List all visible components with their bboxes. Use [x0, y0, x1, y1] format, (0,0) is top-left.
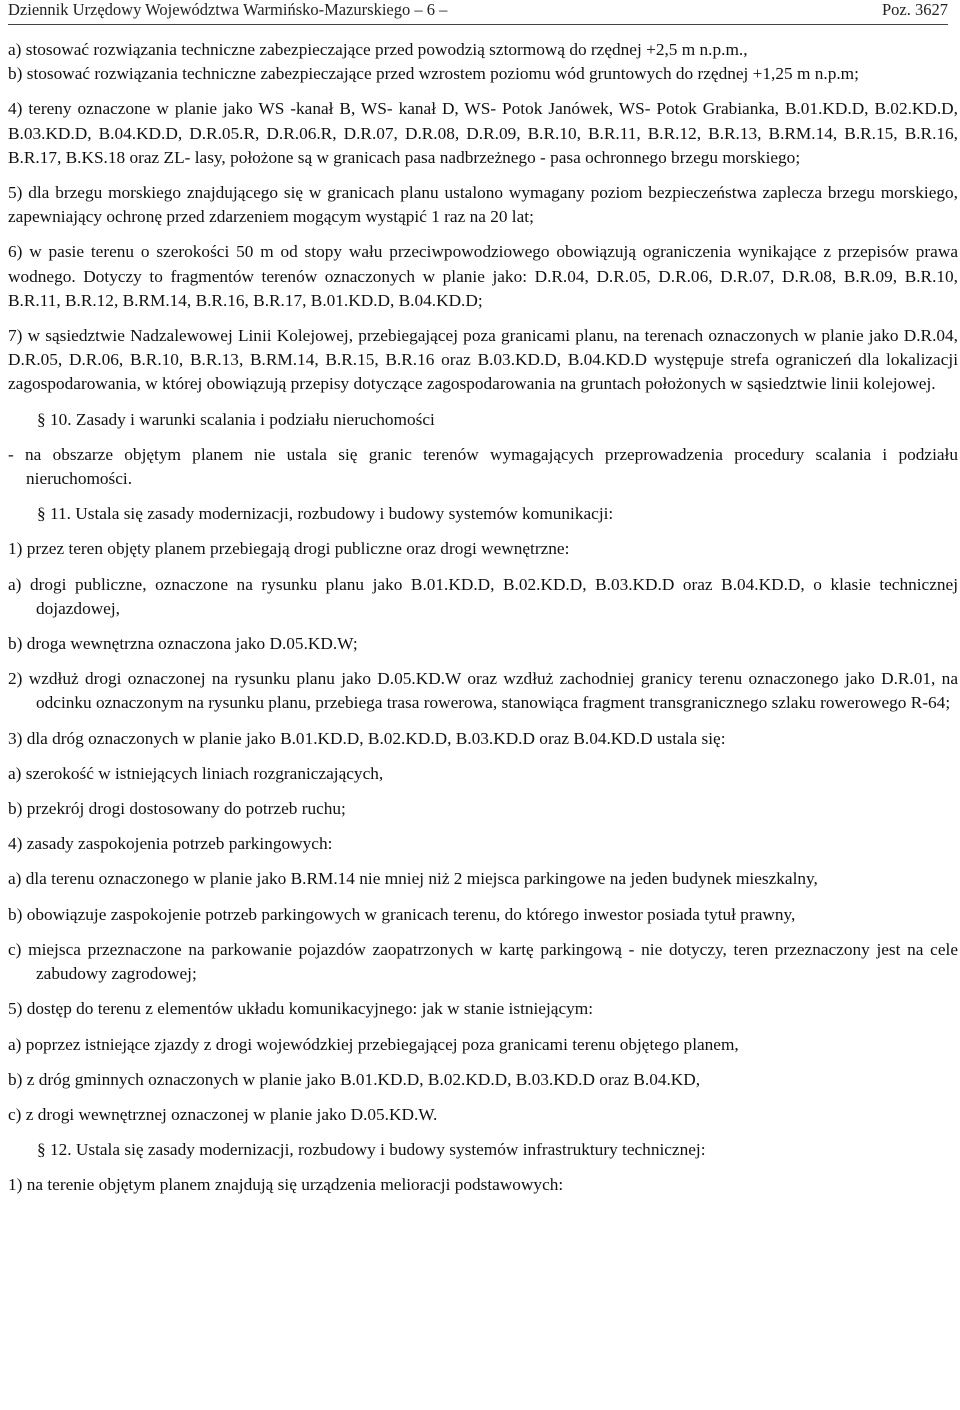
- list-item: a) dla terenu oznaczonego w planie jako B.RM.14 nie mniej niż 2 miejsca parkingowe na jeden budynek mieszkalny,: [8, 869, 818, 889]
- list-item: b) przekrój drogi dostosowany do potrzeb ruchu;: [8, 799, 346, 819]
- section-heading: § 10. Zasady i warunki scalania i podziału nieruchomości: [37, 409, 435, 429]
- item-number: Poz. 3627: [882, 0, 948, 19]
- document-body: [8, 38, 958, 1209]
- list-item: 5) dostęp do terenu z elementów układu komunikacyjnego: jak w stanie istniejącym:: [8, 999, 594, 1019]
- paragraph: 4) tereny oznaczone w planie jako WS -kanał B, WS- kanał D, WS- Potok Janówek, WS- Potok Grabianka, B.01.KD.D, B.02.KD.D, B.03.KD.D, B.04.KD.D, D.R.05.R, D.R.06.R, D.R.07, D.R.08, D.R.09, B.R.10, B.R.11, B.R.12, B.R.13, B.RM.14, B.R.15, B.R.16, B.R.17, B.KS.18 oraz ZL- lasy, położone są w granicach pasa nadbrzeżnego - pasa ochronnego brzegu morskiego;: [8, 99, 958, 167]
- list-item: b) z dróg gminnych oznaczonych w planie jako B.01.KD.D, B.02.KD.D, B.03.KD.D oraz B.04.KD,: [8, 1069, 701, 1089]
- section-heading: § 11. Ustala się zasady modernizacji, rozbudowy i budowy systemów komunikacji:: [37, 504, 614, 524]
- page-header: [8, 0, 948, 25]
- journal-title: Dziennik Urzędowy Województwa Warmińsko-Mazurskiego – 6 –: [8, 0, 448, 19]
- list-item: a) szerokość w istniejących liniach rozgraniczających,: [8, 763, 384, 783]
- list-item: 4) zasady zaspokojenia potrzeb parkingowych:: [8, 834, 333, 854]
- list-item: a) poprzez istniejące zjazdy z drogi wojewódzkiej przebiegającej poza granicami terenu objętego planem,: [8, 1034, 739, 1054]
- list-item: b) obowiązuje zaspokojenie potrzeb parkingowych w granicach terenu, do którego inwestor posiada tytuł prawny,: [8, 904, 796, 924]
- list-item: a) drogi publiczne, oznaczone na rysunku planu jako B.01.KD.D, B.02.KD.D, B.03.KD.D oraz B.04.KD.D, o klasie technicznej dojazdowej,: [8, 574, 958, 618]
- list-item: 2) wzdłuż drogi oznaczonej na rysunku planu jako D.05.KD.W oraz wzdłuż zachodniej granicy terenu oznaczonego jako D.R.01, na odcinku oznaczonym na rysunku planu, przebiega trasa rowerowa, stanowiąca fragment transgranicznego szlaku rowerowego R-64;: [8, 669, 958, 713]
- section-heading: § 12. Ustala się zasady modernizacji, rozbudowy i budowy systemów infrastruktury technicznej:: [37, 1140, 706, 1160]
- list-item: 3) dla dróg oznaczonych w planie jako B.01.KD.D, B.02.KD.D, B.03.KD.D oraz B.04.KD.D ustala się:: [8, 728, 726, 748]
- paragraph: b) stosować rozwiązania techniczne zabezpieczające przed wzrostem poziomu wód gruntowych do rzędnej +1,25 m n.p.m;: [8, 64, 859, 84]
- paragraph: - na obszarze objętym planem nie ustala się granic terenów wymagających przeprowadzenia procedury scalania i podziału nieruchomości.: [8, 444, 958, 489]
- paragraph: 7) w sąsiedztwie Nadzalewowej Linii Kolejowej, przebiegającej poza granicami planu, na terenach oznaczonych w planie jako D.R.04, D.R.05, D.R.06, B.R.10, B.R.13, B.RM.14, B.R.15, B.R.16 oraz B.03.KD.D, B.04.KD.D występuje strefa ograniczeń dla lokalizacji zagospodarowania, w której obowiązują przepisy dotyczące zagospodarowania na gruntach położonych w sąsiedztwie linii kolejowej.: [8, 326, 958, 394]
- list-item: c) z drogi wewnętrznej oznaczonej w planie jako D.05.KD.W.: [8, 1104, 438, 1124]
- list-item: 1) przez teren objęty planem przebiegają drogi publiczne oraz drogi wewnętrzne:: [8, 539, 570, 559]
- paragraph: 6) w pasie terenu o szerokości 50 m od stopy wału przeciwpowodziowego obowiązują ograniczenia wynikające z przepisów prawa wodnego. Dotyczy to fragmentów terenów oznaczonych w planie jako: D.R.04, D.R.05, D.R.06, D.R.07, D.R.08, B.R.09, B.R.10, B.R.11, B.R.12, B.RM.14, B.R.16, B.R.17, B.01.KD.D, B.04.KD.D;: [8, 242, 958, 310]
- paragraph: a) stosować rozwiązania techniczne zabezpieczające przed powodzią sztormową do rzędnej +2,5 m n.p.m.,: [8, 40, 748, 59]
- list-item: c) miejsca przeznaczone na parkowanie pojazdów zaopatrzonych w kartę parkingową - nie dotyczy, teren przeznaczony jest na cele zabudowy zagrodowej;: [8, 939, 958, 984]
- list-item: b) droga wewnętrzna oznaczona jako D.05.KD.W;: [8, 634, 358, 654]
- paragraph: 5) dla brzegu morskiego znajdującego się w granicach planu ustalono wymagany poziom bezpieczeństwa zaplecza brzegu morskiego, zapewniający ochronę przed zdarzeniem mogącym wystąpić 1 raz na 20 lat;: [8, 183, 958, 227]
- list-item: 1) na terenie objętym planem znajdują się urządzenia melioracji podstawowych:: [8, 1175, 564, 1195]
